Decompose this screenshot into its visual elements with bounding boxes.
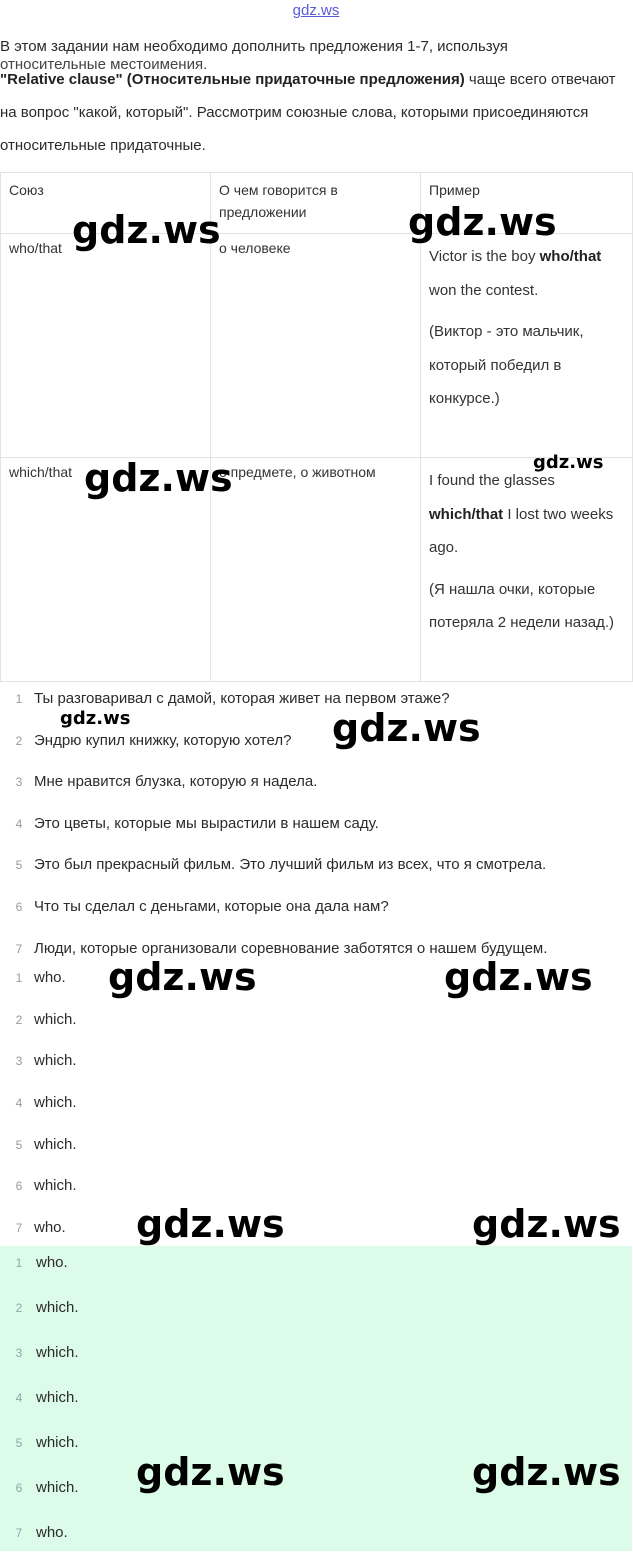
table-cell-about: о предмете, о животном: [211, 458, 421, 682]
list-number: 2: [15, 1301, 23, 1315]
list-text: who.: [34, 1219, 66, 1237]
list-item: [0, 1295, 632, 1340]
list-number: 1: [15, 971, 23, 985]
table-cell-conj: which/that: [1, 458, 211, 682]
list-number: 4: [15, 1096, 23, 1111]
list-item: [0, 1090, 632, 1132]
list-text: which.: [36, 1344, 79, 1361]
list-text: which.: [34, 1135, 77, 1153]
sentence-list: [0, 686, 632, 977]
list-number: 7: [15, 941, 23, 956]
list-number: 7: [15, 1526, 23, 1540]
table-cell-conj: who/that: [1, 234, 211, 458]
table-cell-about: о человеке: [211, 234, 421, 458]
list-item: [0, 1048, 632, 1090]
table-header-example: Пример: [421, 173, 633, 234]
list-text: Ты разговаривал с дамой, которая живет на первом этаже?: [34, 690, 450, 707]
example-text: won the contest.: [429, 281, 539, 299]
list-number: 7: [15, 1221, 23, 1236]
table-cell-example: [421, 458, 633, 682]
table-header-about: О чем говорится в предложении: [211, 173, 421, 234]
example-pronoun: who/that: [539, 248, 602, 265]
list-text: which.: [36, 1299, 79, 1316]
watermark: gdz.ws: [472, 1450, 621, 1494]
list-item: [0, 1520, 632, 1565]
list-text: Эндрю купил книжку, которую хотел?: [34, 731, 292, 749]
list-text: who.: [36, 1254, 68, 1271]
list-text: Это цветы, которые мы вырастили в нашем саду.: [34, 814, 379, 832]
list-text: Что ты сделал с деньгами, которые она дала нам?: [34, 897, 389, 915]
site-link[interactable]: gdz.ws: [292, 2, 340, 19]
list-number: 5: [15, 1436, 23, 1450]
intro-rest: чаще всего отвечают на вопрос "какой, который". Рассмотрим союзные слова, которыми присоединяются относительные придаточные.: [0, 71, 616, 154]
list-item: [0, 769, 632, 811]
relative-clause-term: "Relative clause" (Относительные придаточные предложения): [0, 71, 465, 88]
intro-clipped-line: относительные местоимения.: [0, 56, 208, 73]
list-text: which.: [34, 1094, 77, 1112]
list-number: 2: [15, 733, 23, 748]
example-sentence: [429, 240, 624, 307]
list-text: Мне нравится блузка, которую я надела.: [34, 773, 318, 791]
list-item: [0, 894, 632, 936]
list-text: which.: [34, 1010, 77, 1028]
list-item: [0, 1340, 632, 1385]
intro-line: В этом задании нам необходимо дополнить предложения 1-7, используя: [0, 38, 508, 55]
example-text: I lost two weeks ago.: [429, 505, 614, 556]
list-item: [0, 811, 632, 853]
intro-text: [0, 30, 632, 162]
list-text: which.: [34, 1177, 77, 1195]
list-text: who.: [34, 969, 66, 986]
list-text: which.: [36, 1389, 79, 1406]
list-number: 1: [15, 692, 23, 706]
list-number: 2: [15, 1012, 23, 1027]
watermark: gdz.ws: [533, 452, 604, 473]
list-number: 3: [15, 1054, 23, 1069]
list-item: [0, 1385, 632, 1430]
watermark: gdz.ws: [332, 706, 481, 750]
watermark: gdz.ws: [72, 208, 221, 252]
list-number: 3: [15, 1346, 23, 1360]
table-row: [1, 234, 633, 458]
list-number: 5: [15, 1137, 23, 1152]
list-number: 5: [15, 858, 23, 873]
list-item: [0, 1132, 632, 1174]
list-number: 6: [15, 899, 23, 914]
example-translation: (Виктор - это мальчик, который победил в конкурсе.): [429, 323, 584, 407]
example-pronoun: which/that: [429, 505, 504, 523]
intro-paragraph: [0, 56, 632, 162]
list-item: [0, 728, 632, 770]
watermark: gdz.ws: [60, 708, 131, 729]
watermark: gdz.ws: [136, 1450, 285, 1494]
example-text: Victor is the boy: [429, 248, 540, 265]
example-text: I found the glasses: [429, 472, 555, 489]
watermark: gdz.ws: [136, 1202, 285, 1246]
list-item: [0, 852, 632, 894]
list-number: 6: [15, 1481, 23, 1495]
final-answer-list: [0, 1250, 632, 1565]
list-number: 4: [15, 816, 23, 831]
watermark: gdz.ws: [444, 955, 593, 999]
example-translation: (Я нашла очки, которые потеряла 2 недели назад.): [429, 580, 615, 631]
list-text: which.: [34, 1052, 77, 1070]
list-number: 1: [15, 1256, 23, 1270]
list-text: Это был прекрасный фильм. Это лучший фильм из всех, что я смотрела.: [34, 856, 547, 874]
list-item: [0, 1250, 632, 1295]
list-text: which.: [36, 1479, 79, 1496]
list-number: 6: [15, 1179, 23, 1194]
list-text: Люди, которые организовали соревнование заботятся о нашем будущем.: [34, 939, 548, 957]
example-sentence: [429, 464, 624, 565]
watermark: gdz.ws: [108, 955, 257, 999]
list-text: who.: [36, 1524, 68, 1541]
table-cell-example: [421, 234, 633, 458]
watermark: gdz.ws: [84, 456, 233, 500]
list-number: 3: [15, 775, 23, 790]
watermark: gdz.ws: [472, 1202, 621, 1246]
list-item: [0, 1007, 632, 1049]
watermark: gdz.ws: [408, 200, 557, 244]
list-number: 4: [15, 1391, 23, 1405]
list-text: which.: [36, 1434, 79, 1451]
table-header-conj: Союз: [1, 173, 211, 234]
